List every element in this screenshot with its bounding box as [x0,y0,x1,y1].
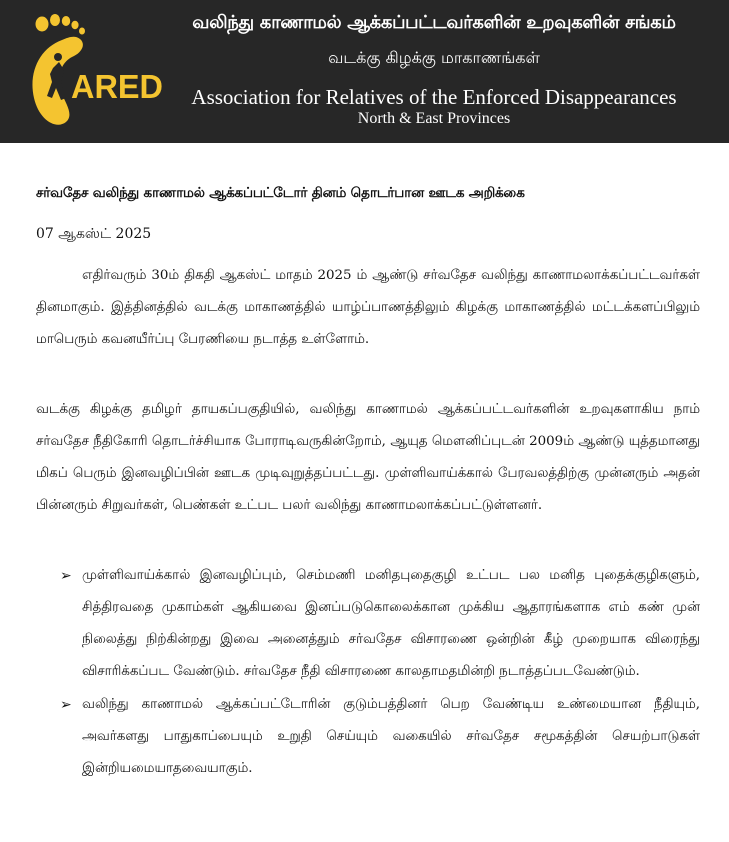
toe-2 [50,14,60,26]
toe-3 [62,16,70,26]
toe-5 [79,28,85,35]
list-item [60,560,700,688]
document-title: சர்வதேச வலிந்து காணாமல் ஆக்கப்பட்டோர் தினம் தொடர்பான ஊடக அறிக்கை [36,185,525,201]
cared-logo [22,10,167,132]
association-name-english: Association for Relatives of the Enforced Disappearances [191,85,677,109]
toe-4 [71,21,78,29]
document-date: 07 ஆகஸ்ட் 2025 [36,226,152,242]
arrow-bullet-icon: ➢ [60,697,72,713]
paragraph-1: எதிர்வரும் 30ம் திகதி ஆகஸ்ட் மாதம் 2025 ம் ஆண்டு சர்வதேச வலிந்து காணாமலாக்கப்பட்டவர்கள் தினமாகும். இத்தினத்தில் வடக்கு மாகாணத்தில் யாழ்ப்பாணத்திலும் கிழக்கு மாகாணத்தில் மட்டக்களப்பிலும் மாபெரும் கவனயீர்ப்பு பேரணியை நடாத்த உள்ளோம். [36,268,700,347]
provinces-english: North & East Provinces [357,110,511,127]
logo-text: ARED [71,68,163,105]
provinces-tamil: வடக்கு கிழக்கு மாகாணங்கள் [328,48,540,67]
paragraph-2: வடக்கு கிழக்கு தமிழர் தாயகப்பகுதியில், வலிந்து காணாமல் ஆக்கப்பட்டவர்களின் உறவுகளாகிய நாம் சர்வதேச நீதிகோரி தொடர்ச்சியாக போராடிவருகின்றோம், ஆயுத மௌனிப்புடன் 2009ம் ஆண்டு யுத்தமானது மிகப் பெரும் இனவழிப்பின் ஊடக முடிவுறுத்தப்பட்டது. முள்ளிவாய்க்கால் பேரவலத்திற்கு முன்னரும் அதன் பின்னரும் சிறுவர்கள், பெண்கள் உட்பட பலர் வலிந்து காணாமலாக்கப்பட்டுள்ளனர். [36,402,700,513]
list-item [60,689,700,785]
bullet-text-1: முள்ளிவாய்க்கால் இனவழிப்பும், செம்மணி மனிதபுதைகுழி உட்பட பல மனித புதைக்குழிகளும், சித்திரவதை முகாம்கள் ஆகியவை இனப்படுகொலைக்கான முக்கிய ஆதாரங்களாக எம் கண் முன் நிலைத்து நிற்கின்றது இவை அனைத்தும் சர்வதேச விசாரணை ஒன்றின் கீழ் முறையாக விரைந்து விசாரிக்கப்பட வேண்டும். சர்வதேச நீதி விசாரணை காலதாமதமின்றி நடாத்தப்படவேண்டும். [82,568,700,679]
association-name-tamil: வலிந்து காணாமல் ஆக்கப்பட்டவர்களின் உறவுகளின் சங்கம் [192,12,676,33]
letterhead [0,0,729,143]
bullet-list [60,560,700,786]
arrow-bullet-icon: ➢ [60,568,72,584]
toe-1 [36,17,49,32]
bullet-text-2: வலிந்து காணாமல் ஆக்கப்பட்டோரின் குடும்பத்தினர் பெற வேண்டிய உண்மையான நீதியும், அவர்களது பாதுகாப்பையும் உறுதி செய்யும் வகையில் சர்வதேச சமூகத்தின் செயற்பாடுகள் இன்றியமையாதவையாகும். [82,697,700,776]
